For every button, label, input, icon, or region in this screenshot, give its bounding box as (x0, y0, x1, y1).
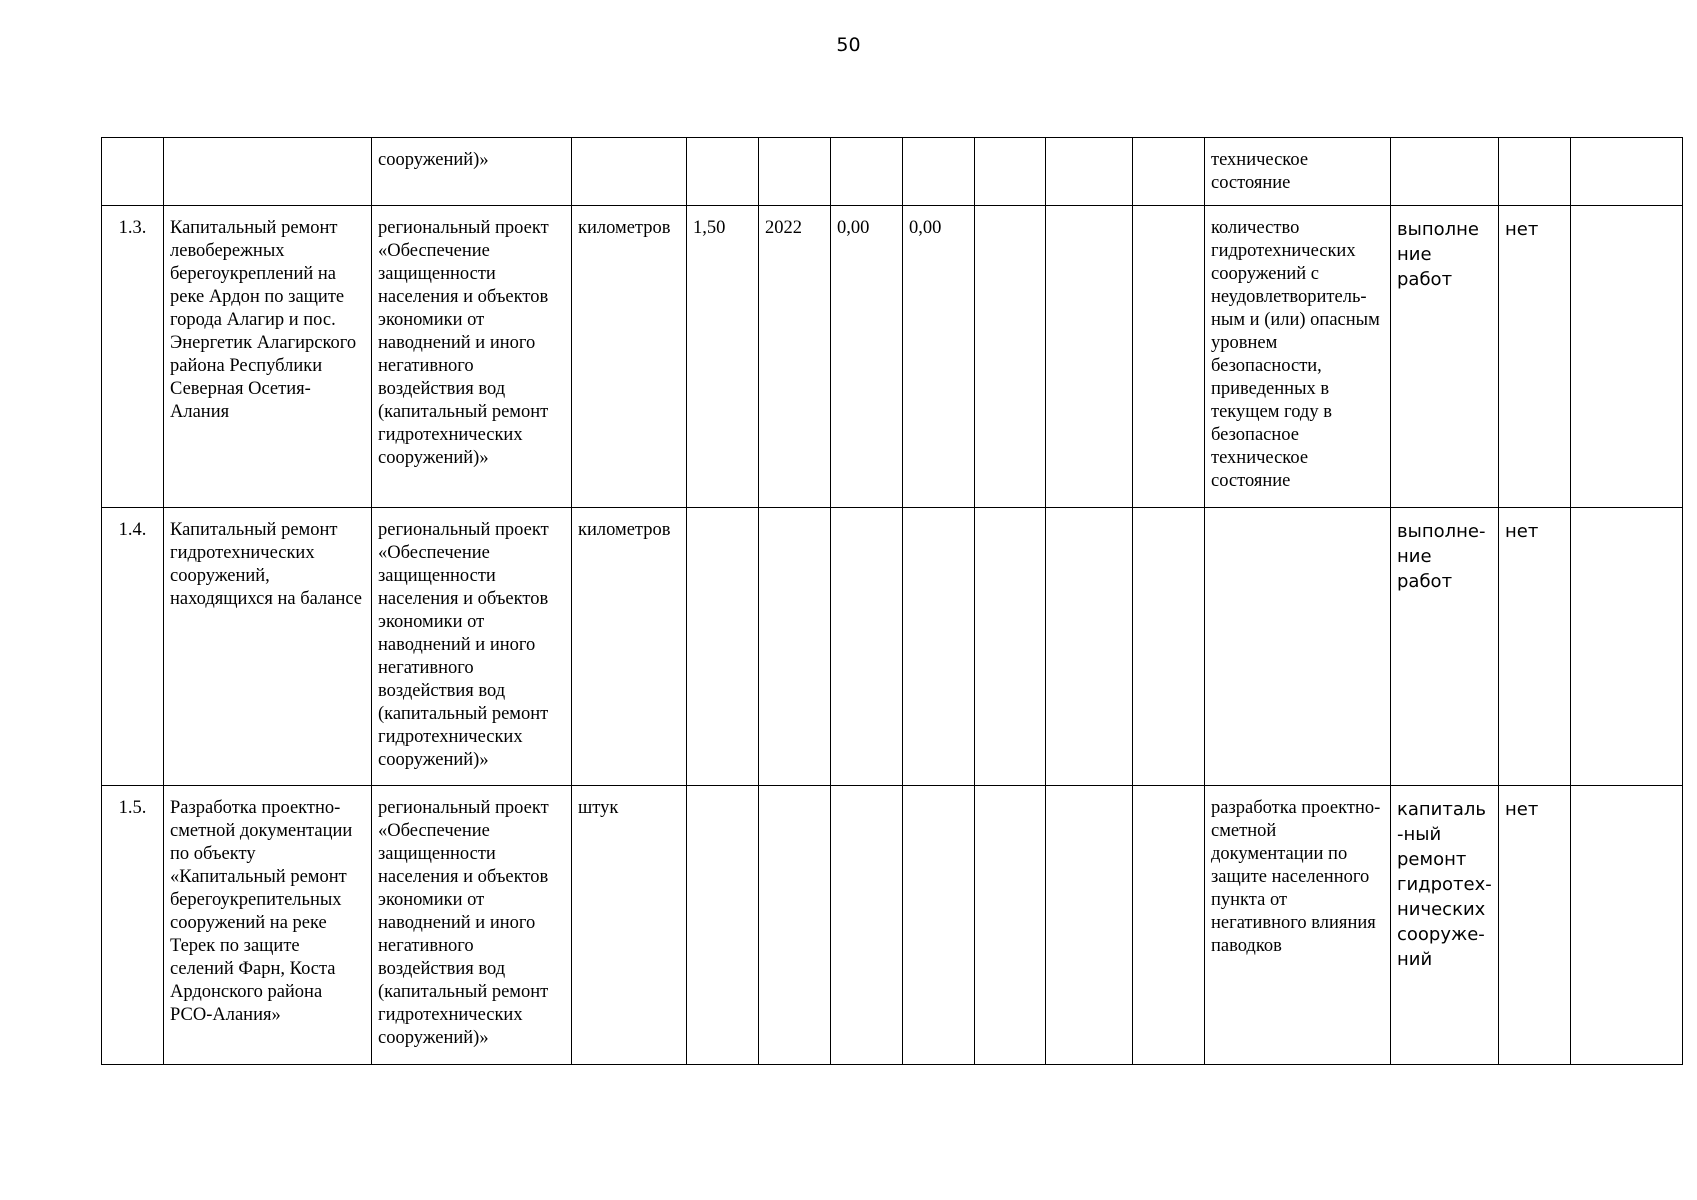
empty-cell-1 (975, 138, 1046, 206)
row-number: 1.4. (102, 508, 164, 786)
empty-cell-3 (1133, 786, 1205, 1065)
year (759, 508, 831, 786)
table-row (102, 206, 1683, 508)
year (759, 138, 831, 206)
result: капиталь-ный ремонт гидротех-нических сооруже-ний (1391, 786, 1499, 1065)
value-2 (903, 786, 975, 1065)
value: 1,50 (687, 206, 759, 508)
value-1: 0,00 (831, 206, 903, 508)
measure-name: Разработка проектно-сметной документации по объекту «Капитальный ремонт берегоукрепительных сооружений на реке Терек по защите селений Фарн, Коста Ардонского района РСО-Алания» (164, 786, 372, 1065)
measure-name (164, 138, 372, 206)
indicator: техническое состояние (1205, 138, 1391, 206)
last-cell (1571, 508, 1683, 786)
program-table (101, 137, 1683, 1065)
empty-cell-2 (1046, 786, 1133, 1065)
note: нет (1499, 786, 1571, 1065)
empty-cell-2 (1046, 206, 1133, 508)
row-number: 1.5. (102, 786, 164, 1065)
value-1 (831, 138, 903, 206)
table-body (102, 138, 1683, 1065)
empty-cell-1 (975, 206, 1046, 508)
empty-cell-2 (1046, 508, 1133, 786)
value-1 (831, 786, 903, 1065)
row-number (102, 138, 164, 206)
unit: километров (572, 206, 687, 508)
empty-cell-3 (1133, 138, 1205, 206)
measure-name: Капитальный ремонт гидротехнических сооружений, находящихся на балансе (164, 508, 372, 786)
result (1391, 138, 1499, 206)
empty-cell-3 (1133, 206, 1205, 508)
value (687, 786, 759, 1065)
result: выполне-ние работ (1391, 508, 1499, 786)
row-number: 1.3. (102, 206, 164, 508)
last-cell (1571, 206, 1683, 508)
year: 2022 (759, 206, 831, 508)
indicator (1205, 508, 1391, 786)
indicator: количество гидротехнических сооружений с неудовлетворитель-ным и (или) опасным уровнем безопасности, приведенных в текущем году в безопасное техническое состояние (1205, 206, 1391, 508)
indicator: разработка проектно-сметной документации по защите населенного пункта от негативного влияния паводков (1205, 786, 1391, 1065)
value-2 (903, 138, 975, 206)
empty-cell-1 (975, 508, 1046, 786)
project-name: региональный проект «Обеспечение защищенности населения и объектов экономики от наводнений и иного негативного воздействия вод (капитальный ремонт гидротехнических сооружений)» (372, 786, 572, 1065)
table-row (102, 138, 1683, 206)
unit: километров (572, 508, 687, 786)
value-2: 0,00 (903, 206, 975, 508)
note: нет (1499, 206, 1571, 508)
last-cell (1571, 786, 1683, 1065)
page-number: 50 (836, 34, 861, 56)
year (759, 786, 831, 1065)
table-row (102, 786, 1683, 1065)
note (1499, 138, 1571, 206)
empty-cell-1 (975, 786, 1046, 1065)
project-name: региональный проект «Обеспечение защищенности населения и объектов экономики от наводнений и иного негативного воздействия вод (капитальный ремонт гидротехнических сооружений)» (372, 508, 572, 786)
empty-cell-3 (1133, 508, 1205, 786)
last-cell (1571, 138, 1683, 206)
project-name: региональный проект «Обеспечение защищенности населения и объектов экономики от наводнений и иного негативного воздействия вод (капитальный ремонт гидротехнических сооружений)» (372, 206, 572, 508)
value-1 (831, 508, 903, 786)
value (687, 508, 759, 786)
note: нет (1499, 508, 1571, 786)
project-name: сооружений)» (372, 138, 572, 206)
empty-cell-2 (1046, 138, 1133, 206)
value (687, 138, 759, 206)
measure-name: Капитальный ремонт левобережных берегоукреплений на реке Ардон по защите города Алагир и пос. Энергетик Алагирского района Республики Северная Осетия-Алания (164, 206, 372, 508)
value-2 (903, 508, 975, 786)
result: выполне ние работ (1391, 206, 1499, 508)
table-row (102, 508, 1683, 786)
unit (572, 138, 687, 206)
unit: штук (572, 786, 687, 1065)
